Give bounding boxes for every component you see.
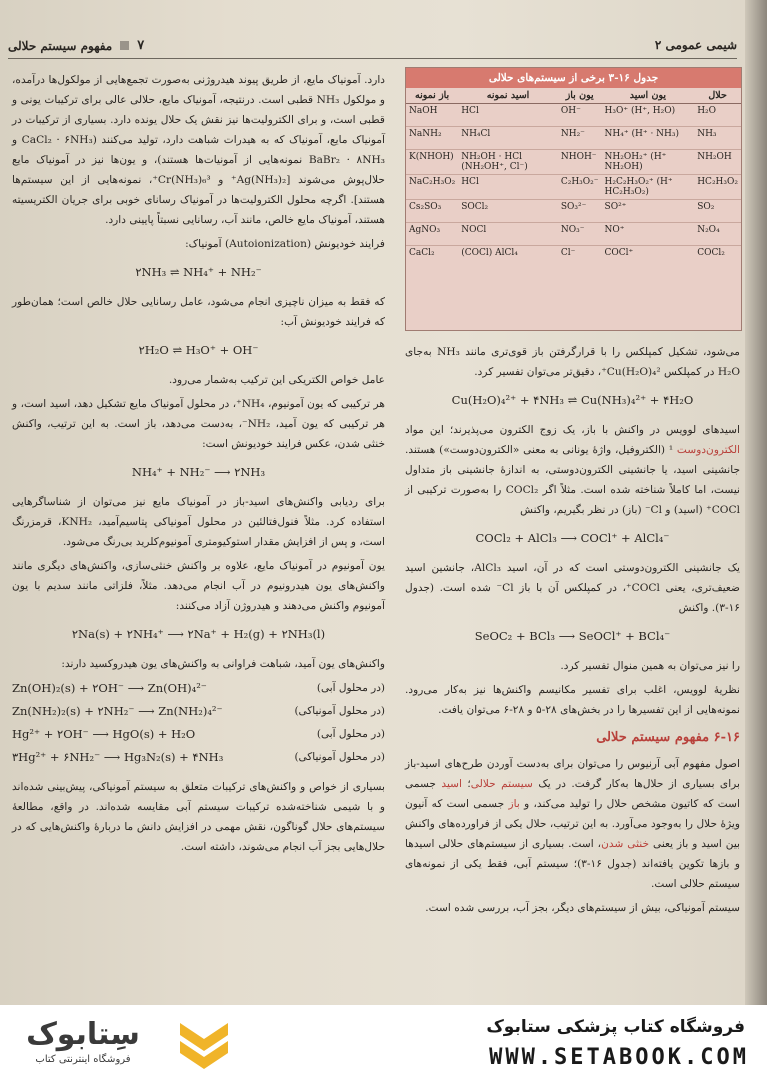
paragraph: سیستم آمونیاکی، بیش از سیستم‌های دیگر، بجز آب، بررسی شده است.	[425, 902, 740, 914]
table-row	[406, 127, 741, 150]
equation: Cu(H₂O)₄²⁺ + ۴NH₃ ⇌ Cu(NH₃)₄²⁺ + ۴H₂O	[451, 393, 694, 407]
equation: ۲NH₃ ⇌ NH₄⁺ + NH₂⁻	[135, 265, 262, 279]
logo-word: سِتابوک	[26, 1017, 140, 1052]
text-run: ، است. بسیاری از سیستم‌های حلالی اسیدها و بازها تکوین یافته‌اند (جدول ۱۶-۳)؛ سیستم آبی، فقط یکی از نمونه‌های سیستم حلالی است.	[405, 838, 740, 890]
reaction-formula: Zn(NH₂)₂(s) + ۲NH₂⁻ ⟶ Zn(NH₂)₄²⁻	[12, 704, 223, 718]
reaction-row	[12, 724, 385, 744]
table-cell-acid-ion: NO⁺	[602, 223, 695, 246]
col-acid: اسید نمونه	[458, 88, 558, 104]
highlight-term: الکترون‌دوست	[676, 444, 740, 456]
paragraph	[405, 754, 740, 894]
reaction-label: (در محلول آبی)	[316, 728, 385, 740]
text-run: ¹ (الکتروفیل، واژهٔ یونانی به معنی «الکترون‌دوست») هستند. جانشینی اسید، یا جانشینی الکترون‌دوستی، به اندازهٔ جانشینی باز متداول نیست، اما کاملاً شناخته شده است. مثلاً اگر COCl₂ را به‌صورت ترکیبی از COCl⁺ (اسید) و Cl⁻ (باز) در نظر بگیریم، واکنش	[405, 444, 740, 516]
highlight-term: سیستم حلالی	[470, 778, 533, 790]
left-column	[12, 70, 385, 861]
logo-subtitle: فروشگاه اینترنتی کتاب	[35, 1054, 131, 1065]
chapter-title: مفهوم سیستم حلالی	[8, 38, 113, 53]
reaction-formula: Zn(OH)₂(s) + ۲OH⁻ ⟶ Zn(OH)₄²⁻	[12, 681, 207, 695]
col-base-ion: یون باز	[558, 88, 602, 104]
header-rule	[8, 58, 737, 59]
reaction-label: (در محلول آمونیاکی)	[294, 751, 385, 763]
equation: ۲Na(s) + ۲NH₄⁺ ⟶ ۲Na⁺ + H₂(g) + ۲NH₃(l)	[71, 627, 326, 641]
reaction-formula: Hg²⁺ + ۲OH⁻ ⟶ HgO(s) + H₂O	[12, 727, 196, 741]
reaction-label: (در محلول آمونیاکی)	[294, 705, 385, 717]
paragraph: یون آمونیوم در آمونیاک مایع، علاوه بر واکنش خنثی‌سازی، واکنش‌های دیگری مانند واکنش‌های یون هیدرونیوم در آب انجام می‌دهد. مثلاً، فلزاتی مانند سدیم با یون آمونیوم واکنش می‌دهند و هیدروژن آزاد می‌کنند:	[12, 560, 385, 612]
highlight-term: خنثی شدن	[601, 838, 650, 850]
table-title: جدول ۱۶-۳ برخی از سیستم‌های حلالی	[406, 68, 741, 88]
table-cell-base: CaCl₂	[406, 246, 458, 269]
paragraph: که فقط به میزان ناچیزی انجام می‌شود، عامل رسانایی حلال خالص است؛ همان‌طور که فرایند خودیونش آب:	[12, 296, 385, 328]
table-cell-acid: SOCl₂	[458, 200, 558, 223]
table-cell-base-ion: NH₂⁻	[558, 127, 602, 150]
reaction-formula: ۳Hg²⁺ + ۶NH₂⁻ ⟶ Hg₃N₂(s) + ۴NH₃	[12, 750, 224, 764]
table-cell-solvent: NH₂OH	[694, 150, 741, 175]
section-heading: ۶-۱۶ مفهوم سیستم حلالی	[596, 730, 740, 745]
paragraph: هر ترکیبی که یون آمونیوم، NH₄⁺، در محلول آمونیاک مایع تشکیل دهد، اسید است، و هر ترکیبی که یون آمید، NH₂⁻، به‌دست می‌دهد، باز است. به این ترتیب، واکنش خنثی شدن، عکس فرایند خودیونش است:	[12, 398, 385, 450]
right-column	[405, 342, 740, 922]
table-row	[406, 104, 741, 127]
table-cell-solvent: HC₂H₃O₂	[694, 175, 741, 200]
setabook-logo	[18, 1017, 148, 1069]
table-cell-base: NaNH₂	[406, 127, 458, 150]
table-cell-acid-ion: NH₂OH₂⁺ (H⁺ NH₂OH)	[602, 150, 695, 175]
store-banner	[0, 1005, 767, 1080]
table-row	[406, 150, 741, 175]
paragraph	[405, 420, 740, 520]
paragraph: یک جانشینی الکترون‌دوستی است که در آن، اسید AlCl₃، جانشین اسید ضعیف‌تری، یعنی COCl⁺، در کمپلکس آن با باز Cl⁻ شده است. (جدول ۱۶-۳). واکنش	[405, 562, 740, 614]
table-cell-base: Cs₂SO₃	[406, 200, 458, 223]
table-cell-acid: NOCl	[458, 223, 558, 246]
page-fold-shadow	[745, 0, 767, 1005]
table-row	[406, 200, 741, 223]
table-cell-base-ion: NHOH⁻	[558, 150, 602, 175]
reaction-row	[12, 747, 385, 767]
table-cell-base-ion: NO₃⁻	[558, 223, 602, 246]
text-run: ؛	[467, 778, 471, 790]
table-cell-solvent: SO₂	[694, 200, 741, 223]
table-row	[406, 175, 741, 200]
page-header	[8, 36, 737, 58]
highlight-term: اسید	[441, 778, 462, 790]
paragraph: می‌شود، تشکیل کمپلکس را با قرارگرفتن باز قوی‌تری مانند NH₃ به‌جای H₂O در کمپلکس Cu(H₂O)₄²⁺، دقیق‌تر می‌توان تفسیر کرد.	[405, 346, 740, 378]
paragraph: واکنش‌های یون آمید، شباهت فراوانی به واکنش‌های یون هیدروکسید دارند:	[61, 658, 385, 670]
paragraph: را نیز می‌توان به همین منوال تفسیر کرد.	[560, 660, 740, 672]
table-cell-base-ion: SO₃²⁻	[558, 200, 602, 223]
table-cell-solvent: NH₃	[694, 127, 741, 150]
table-cell-acid-ion: COCl⁺	[602, 246, 695, 269]
table-header-row	[406, 88, 741, 104]
table-cell-acid: NH₄Cl	[458, 127, 558, 150]
table-cell-base: K(NHOH)	[406, 150, 458, 175]
table-cell-solvent: H₂O	[694, 104, 741, 127]
text-run: جسمی است که کاتیون مشخص حلال را تولید می‌کند، و	[405, 778, 740, 810]
equation: SeOC₂ + BCl₃ ⟶ SeOCl⁺ + BCl₄⁻	[474, 629, 671, 643]
reaction-label: (در محلول آبی)	[316, 682, 385, 694]
table-cell-acid-ion: SO²⁺	[602, 200, 695, 223]
text-run: اسیدهای لوویس در واکنش با باز، یک زوج الکترون می‌پذیرند؛ این مواد	[405, 424, 740, 436]
table-cell-base: AgNO₃	[406, 223, 458, 246]
table-cell-base-ion: OH⁻	[558, 104, 602, 127]
equation: COCl₂ + AlCl₃ ⟶ COCl⁺ + AlCl₄⁻	[475, 531, 670, 545]
col-solvent: حلال	[694, 88, 741, 104]
col-base: باز نمونه	[406, 88, 458, 104]
reaction-row	[12, 678, 385, 698]
table-cell-acid: HCl	[458, 104, 558, 127]
table-cell-acid-ion: H₂C₂H₃O₂⁺ (H⁺ HC₂H₃O₂)	[602, 175, 695, 200]
solvent-systems-table	[405, 67, 742, 331]
square-icon	[120, 41, 129, 50]
text-run: اصول مفهوم آبی آرنیوس را می‌توان برای به‌دست آوردن طرح‌های اسید-باز برای بسیاری از حلال‌ها به‌کار گرفت. در یک	[405, 758, 740, 790]
equation: NH₄⁺ + NH₂⁻ ⟶ ۲NH₃	[131, 465, 266, 479]
table-cell-base-ion: Cl⁻	[558, 246, 602, 269]
table-cell-acid: NH₂OH · HCl (NH₂OH⁺, Cl⁻)	[458, 150, 558, 175]
paragraph: نظریهٔ لوویس، اغلب برای تفسیر مکانیسم واکنش‌ها نیز به‌کار می‌رود. نمونه‌هایی از این تفسیرها را در بخش‌های ۲۸-۵ و ۲۸-۶ می‌توان یافت.	[405, 684, 740, 716]
paragraph: عامل خواص الکتریکی این ترکیب به‌شمار می‌رود.	[168, 374, 385, 386]
paragraph: بسیاری از خواص و واکنش‌های ترکیبات متعلق به سیستم آمونیاکی، پیش‌بینی شده‌اند و با شیمی شناخته‌شده ترکیبات سیستم آبی مقایسه شده‌اند. در واقع، مطالعهٔ سیستم‌های حلال گوناگون، نقش مهمی در افزایش دانش ما دربارهٔ واکنش‌هایی که در حلال‌هایی بجز آب انجام می‌شوند، داشته است.	[12, 781, 385, 853]
page-number: ۷	[137, 38, 145, 53]
chevron-logo-icon	[176, 1015, 232, 1071]
table-row	[406, 223, 741, 246]
table-row	[406, 246, 741, 269]
reaction-row	[12, 701, 385, 721]
table-cell-acid: (COCl) AlCl₄	[458, 246, 558, 269]
paragraph: برای ردیابی واکنش‌های اسید-باز در آمونیاک مایع نیز می‌توان از شناساگرهایی استفاده کرد. مثلاً فنول‌فتالئین در محلول آمونیاکی پتاسیم‌آمید، KNH₂، قرمزرنگ است، و پس از افزایش مقدار استوکیومتری آمونیوم‌کلرید بی‌رنگ می‌شود.	[12, 496, 385, 548]
table-cell-base: NaC₂H₃O₂	[406, 175, 458, 200]
equation: ۲H₂O ⇌ H₃O⁺ + OH⁻	[138, 343, 259, 357]
header-left-group	[8, 38, 144, 53]
table-cell-base-ion: C₂H₃O₂⁻	[558, 175, 602, 200]
table-cell-acid-ion: NH₄⁺ (H⁺ · NH₃)	[602, 127, 695, 150]
table-grid	[406, 88, 741, 268]
highlight-term: باز	[508, 798, 520, 810]
table-cell-acid: HCl	[458, 175, 558, 200]
col-acid-ion: یون اسید	[602, 88, 695, 104]
shop-url: WWW.SETABOOK.COM	[489, 1045, 749, 1070]
book-title: شیمی عمومی ۲	[654, 38, 737, 52]
table-cell-base: NaOH	[406, 104, 458, 127]
table-cell-solvent: N₂O₄	[694, 223, 741, 246]
paragraph: فرایند خودیونش (Autoionization) آمونیاک:	[185, 238, 385, 250]
table-body	[406, 104, 741, 269]
paragraph: دارد. آمونیاک مایع، از طریق پیوند هیدروژنی به‌صورت تجمع‌هایی از مولکول‌ها درآمده، و مولکول NH₃ قطبی است. درنتیجه، آمونیاک مایع، حلالی عالی برای ترکیبات یونی و قطبی است، و برای الکترولیت‌ها نیز نقش یک حلال یونده دارد. بسیاری از ترکیبات در آمونیاک مایع، آمونیاک که به هیدرات شباهت دارد، تولید می‌کنند (CaCl₂ · ۶NH₃ و BaBr₂ · ۸NH₃ نمونه‌هایی از آمونیات‌ها هستند)، و یون‌ها نیز در آمونیاک مایع حلال‌پوش می‌شوند [Ag(NH₃)₂⁺ و Cr(NH₃)₆³⁺، نمونه‌هایی از این سیستم‌ها هستند]. اگرچه محلول الکترولیت‌ها در آمونیاک رسانای خوبی برای جریان الکتریسیته هستند، آمونیاک مایع خالص، مانند آب، رسانایی نسبتاً پایینی دارد.	[12, 74, 386, 226]
text-run: جسمی است که آنیون ویژهٔ حلال را به‌وجود می‌آورد. به این ترتیب، حلال یکی از فراورده‌های واکنش بین اسید و باز یعنی	[405, 798, 741, 850]
shop-name: فروشگاه کتاب پزشکی ستابوک	[486, 1017, 745, 1037]
table-cell-solvent: COCl₂	[694, 246, 741, 269]
table-cell-acid-ion: H₃O⁺ (H⁺, H₂O)	[602, 104, 695, 127]
